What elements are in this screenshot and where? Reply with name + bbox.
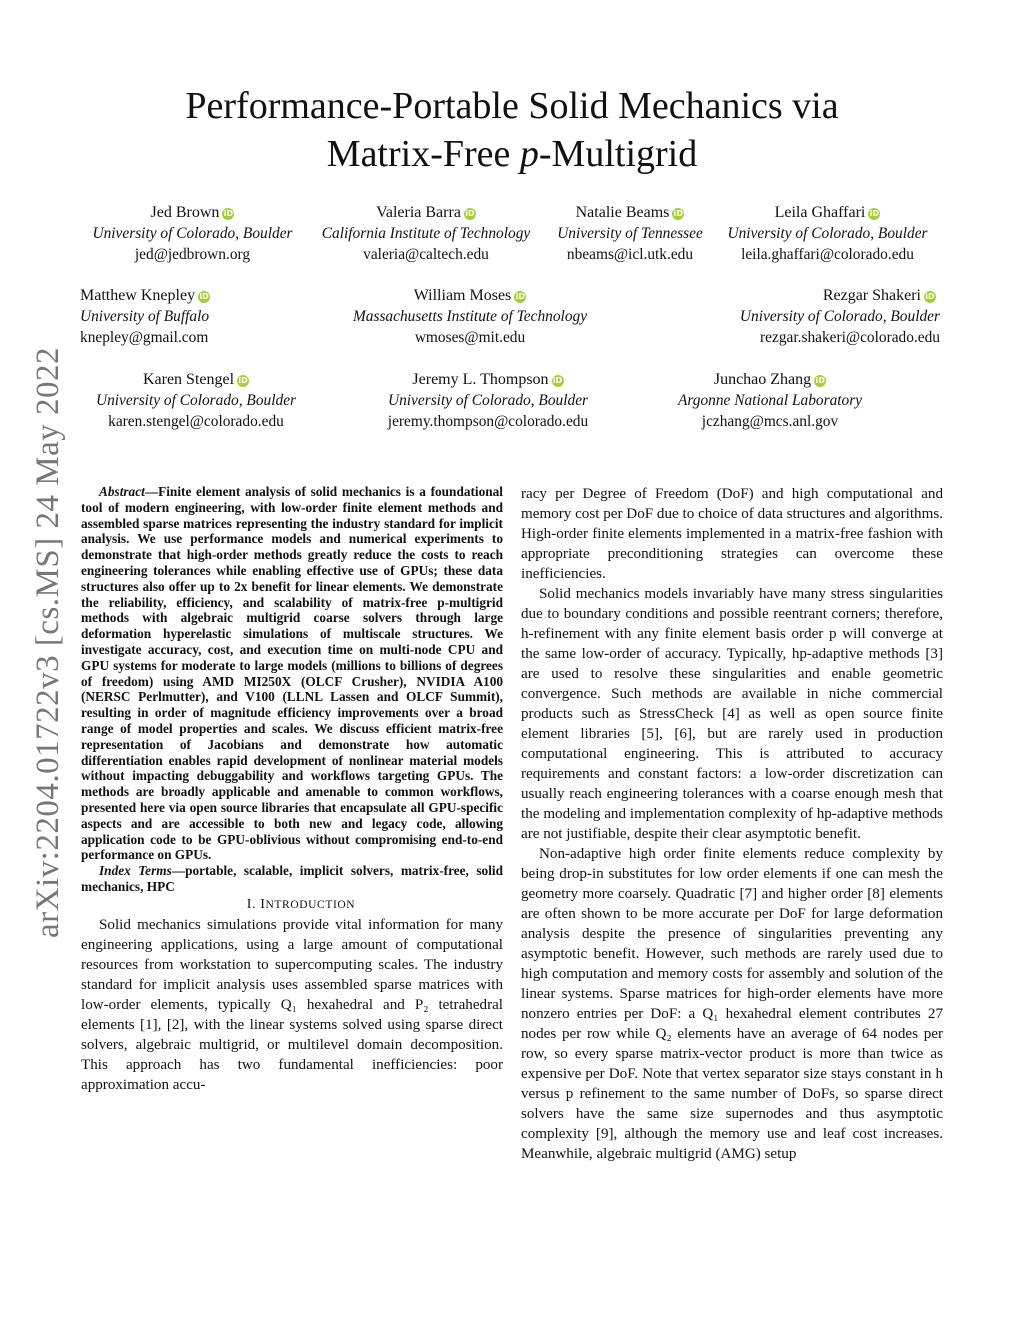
orcid-icon[interactable]: iD: [465, 209, 475, 218]
title-line-1: Performance-Portable Solid Mechanics via: [185, 85, 839, 127]
arxiv-stamp-text: arXiv:2204.01722v3 [cs.MS] 24 May 2022: [29, 347, 66, 938]
right-column: [521, 484, 943, 1164]
orcid-icon[interactable]: iD: [552, 376, 563, 385]
orcid-icon[interactable]: iD: [223, 209, 234, 218]
title-line-2: Matrix-Free p-Multigrid: [326, 133, 698, 175]
author-card: Jeremy L. Thompson iD University of Colorado, Boulder jeremy.thompson@colorado.edu: [387, 371, 589, 430]
orcid-icon[interactable]: iD: [869, 209, 880, 218]
paragraph: racy per Degree of Freedom (DoF) and high computational and memory cost per DoF due to choice of data structures and algorithms. High-order finite elements implemented in a matrix-free fashion with appropriate preconditioning strategies can overcome these inefficiencies.: [521, 486, 943, 582]
section-heading: I. INTRODUCTION: [246, 896, 356, 912]
author-card: Karen Stengel iD University of Colorado, Boulder karen.stengel@colorado.edu: [95, 371, 297, 430]
orcid-icon[interactable]: iD: [815, 376, 825, 385]
orcid-icon[interactable]: iD: [515, 292, 525, 301]
orcid-icon[interactable]: iD: [238, 376, 248, 385]
author-card: William Moses iD Massachusetts Institute of Technology wmoses@mit.edu: [352, 287, 588, 346]
author-card: Valeria Barra iD California Institute of Technology valeria@caltech.edu: [321, 204, 531, 263]
author-card: Rezgar Shakeri iD University of Colorado, Boulder rezgar.shakeri@colorado.edu: [739, 287, 940, 346]
paragraph: Non-adaptive high order finite elements reduce complexity by being drop-in substitutes for low order elements if one can mesh the geometry more coarsely. Quadratic [7] and higher order [8] elements are often shown to be more accurate per DoF for large deformation analysis despite the presence of singularities preventing any asymptotic benefit. However, such methods are rarely used due to high computation and memory costs for assembly and solution of the linear systems. Sparse matrices for high-order elements have more nonzero entries per DoF: a Q₁ hexahedral element contributes 27 nodes per row while Q₂ elements have an average of 64 nodes per row, so every sparse matrix-vector product is more than twice as expensive per DoF. Note that vertex separator size stays constant in h versus p refinement to the same number of DoFs, so sparse direct solvers have the same size supernodes and thus asymptotic complexity [9], although the memory use and leaf cost increases. Meanwhile, algebraic multigrid (AMG) setup: [521, 846, 943, 1162]
abstract: Abstract—Finite element analysis of solid mechanics is a foundational tool of modern engineering, with low-order finite element methods and assembled sparse matrices representing the industry standard for implicit analysis. We use performance models and numerical experiments to demonstrate that high-order methods greatly reduce the costs to reach engineering tolerances while enabling effective use of GPUs; these data structures also offer up to 2x benefit for linear elements. We demonstrate the reliability, efficiency, and scalability of matrix-free p-multigrid methods with algebraic multigrid coarse solvers through large deformation hyperelastic simulations of multiscale structures. We investigate accuracy, cost, and execution time on multi-node CPU and GPU systems for moderate to large models (millions to billions of degrees of freedom) using AMD MI250X (OLCF Crusher), NVIDIA A100 (NERSC Perlmutter), and V100 (LLNL Lassen and OLCF Summit), resulting in order of magnitude efficiency improvements over a broad range of model properties and scales. We discuss efficient matrix-free representation of Jacobians and demonstrate how automatic differentiation enables rapid development of nonlinear material models without impacting debuggability and workflows targeting GPUs. The methods are broadly applicable and amenable to common workflows, presented here via open source libraries that encapsulate all GPU-specific aspects and are accessible to both new and legacy code, allowing application code to be GPU-oblivious without compromising end-to-end performance on GPUs.: [81, 484, 503, 863]
orcid-icon[interactable]: iD: [673, 209, 684, 218]
intro-paragraph: Solid mechanics simulations provide vital information for many engineering applications, using a large amount of computational resources from workstation to supercomputing scales. The industry standard for implicit analysis uses assembled sparse matrices with low-order elements, typically Q₁ hexahedral and P₂ tetrahedral elements [1], [2], with the linear systems solved using sparse direct solvers, algebraic multigrid, or multilevel domain decomposition. This approach has two fundamental inefficiencies: poor approximation accu-: [81, 916, 503, 1093]
orcid-icon[interactable]: iD: [199, 292, 209, 301]
author-card: Jed Brown iD University of Colorado, Boulder jed@jedbrown.org: [92, 204, 293, 263]
paragraph: Solid mechanics models invariably have many stress singularities due to boundary conditions and possible reentrant corners; therefore, h-refinement with any finite element basis order p will converge at the same low-order of accuracy. Typically, hp-adaptive methods [3] are used to resolve these singularities and enable geometric convergence. Such methods are available in niche commercial products such as StressCheck [4] as well as open source finite element libraries [5], [6], but are rarely used in production computational engineering. This is attributed to accuracy requirements and constant factors: a low-order discretization can usually reach engineering tolerances with a coarse enough mesh that the modeling and implementation complexity of hp-adaptive methods are not justifiable, despite their clear asymptotic benefit.: [521, 586, 943, 842]
author-card: Matthew Knepley iD University of Buffalo knepley@gmail.com: [80, 287, 210, 346]
left-column: [81, 484, 503, 1095]
author-card: Natalie Beams iD University of Tennessee nbeams@icl.utk.edu: [557, 204, 703, 263]
paper-title: [0, 82, 1024, 178]
author-card: Leila Ghaffari iD University of Colorado, Boulder leila.ghaffari@colorado.edu: [727, 204, 928, 263]
orcid-icon[interactable]: iD: [925, 292, 935, 301]
index-terms: Index Terms—portable, scalable, implicit solvers, matrix-free, solid mechanics, HPC: [81, 863, 503, 894]
author-card: Junchao Zhang iD Argonne National Laboratory jczhang@mcs.anl.gov: [677, 371, 863, 430]
arxiv-stamp: [18, 340, 78, 945]
